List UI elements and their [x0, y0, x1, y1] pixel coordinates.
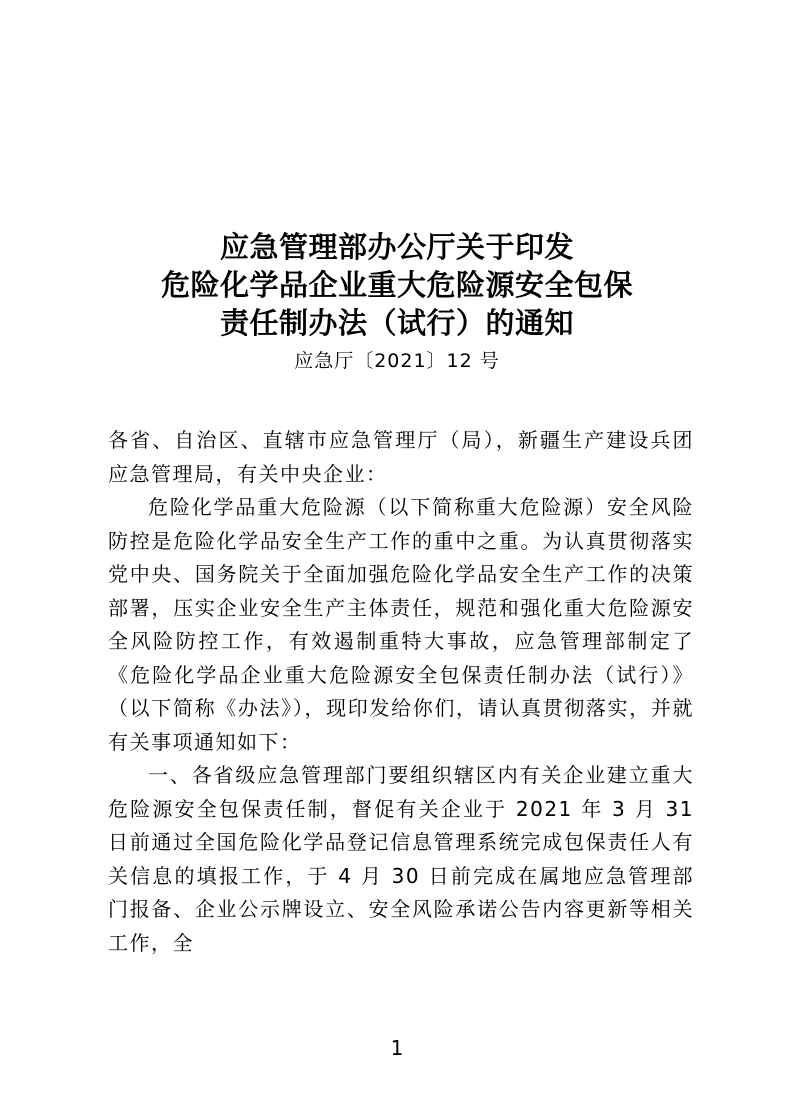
body-paragraph-2: 一、各省级应急管理部门要组织辖区内有关企业建立重大危险源安全包保责任制，督促有关企业于 2021 年 3 月 31 日前通过全国危险化学品登记信息管理系统完成包保责任人有关信息的填报工作，于 4 月 30 日前完成在属地应急管理部门报备、企业公示牌设立、安全风险承诺公告内容更新等相关工作，全: [108, 763, 694, 955]
document-title-line-3: 责任制办法（试行）的通知: [219, 306, 574, 340]
page-number: 1: [390, 1036, 404, 1060]
document-title-block: [0, 228, 794, 374]
document-body: [108, 424, 694, 960]
body-paragraph-1: 危险化学品重大危险源（以下简称重大危险源）安全风险防控是危险化学品安全生产工作的重中之重。为认真贯彻落实党中央、国务院关于全面加强危险化学品安全生产工作的决策部署，压实企业安全生产主体责任，规范和强化重大危险源安全风险防控工作，有效遏制重特大事故，应急管理部制定了《危险化学品企业重大危险源安全包保责任制办法（试行）》（以下简称《办法》），现印发给你们，请认真贯彻落实，并就有关事项通知如下：: [108, 495, 694, 754]
addressee-paragraph: 各省、自治区、直辖市应急管理厅（局），新疆生产建设兵团应急管理局，有关中央企业：: [108, 428, 694, 486]
document-title-line-1: 应急管理部办公厅关于印发: [219, 230, 574, 264]
document-title-line-2: 危险化学品企业重大危险源安全包保: [160, 268, 633, 302]
document-number: 应急厅〔2021〕12 号: [294, 350, 500, 372]
